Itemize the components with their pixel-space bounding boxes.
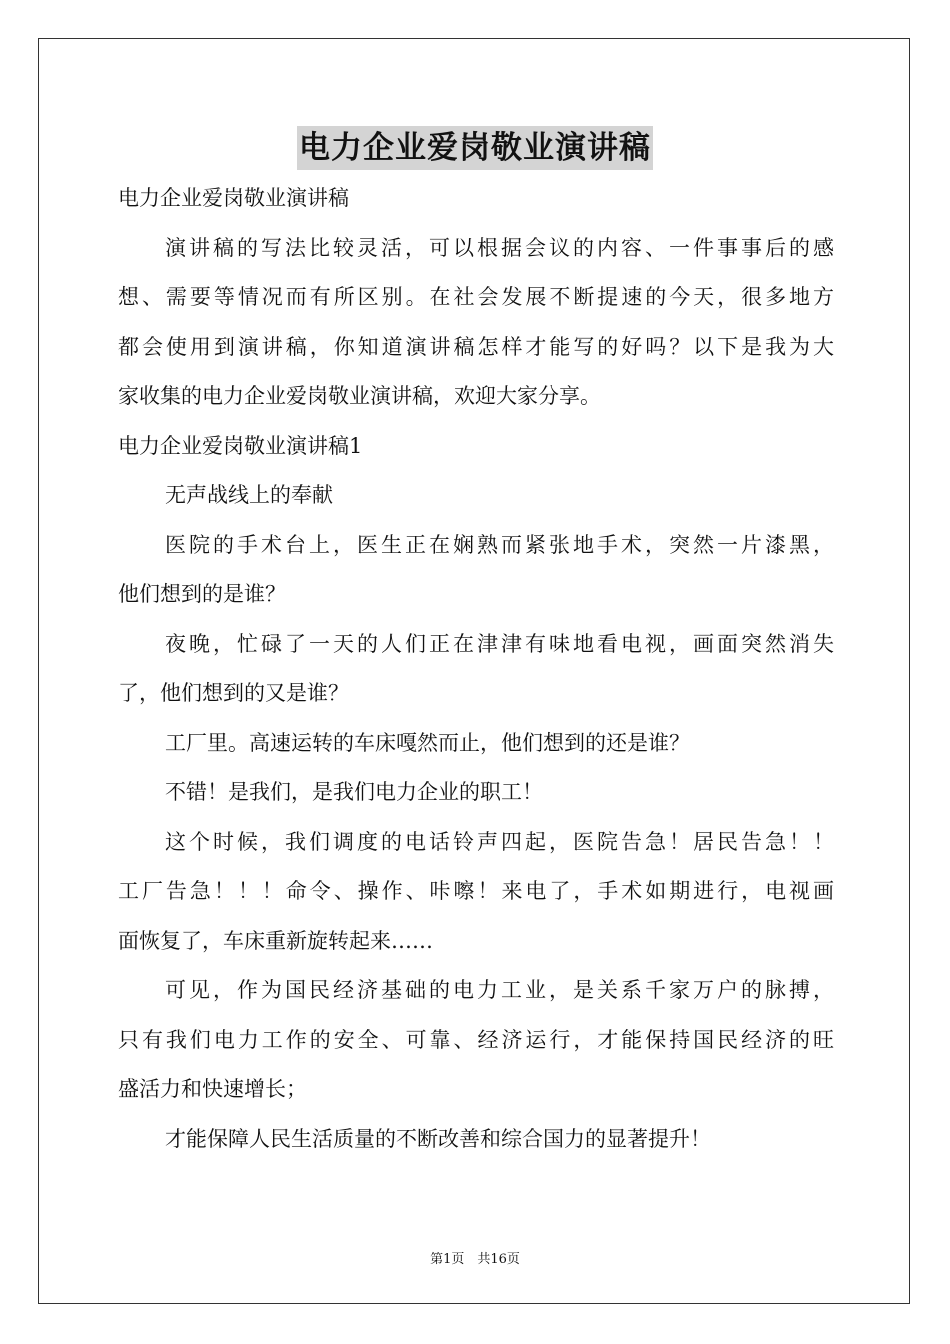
- text-line: 只有我们电力工作的安全、可靠、经济运行，才能保持国民经济的旺: [118, 1027, 834, 1052]
- text-line: 可见，作为国民经济基础的电力工业，是关系千家万户的脉搏，: [165, 978, 834, 1002]
- text-line: 夜晚，忙碌了一天的人们正在津津有味地看电视，画面突然消失: [165, 631, 834, 656]
- text-line: 想、需要等情况而有所区别。在社会发展不断提速的今天，很多地方: [118, 285, 834, 309]
- text-line: 不错！是我们，是我们电力企业的职工！: [165, 780, 543, 804]
- text-line: 工厂里。高速运转的车床嘎然而止，他们想到的还是谁？: [165, 730, 690, 755]
- text-line: 才能保障人民生活质量的不断改善和综合国力的显著提升！: [165, 1126, 711, 1151]
- text-line: 演讲稿的写法比较灵活，可以根据会议的内容、一件事事后的感: [165, 235, 834, 260]
- text-line: 无声战线上的奉献: [165, 483, 333, 507]
- document-title: 电力企业爱岗敬业演讲稿: [297, 126, 653, 170]
- text-line: 盛活力和快速增长；: [118, 1077, 307, 1101]
- text-line: 他们想到的是谁？: [118, 582, 286, 606]
- document-body: [118, 174, 834, 1164]
- text-line: 这个时候，我们调度的电话铃声四起，医院告急！居民告急！！: [165, 829, 834, 854]
- text-line: 家收集的电力企业爱岗敬业演讲稿，欢迎大家分享。: [118, 384, 601, 408]
- text-line: 工厂告急！！！命令、操作、咔嚓！来电了，手术如期进行，电视画: [118, 879, 834, 903]
- text-line: 电力企业爱岗敬业演讲稿: [118, 186, 349, 210]
- text-line: 都会使用到演讲稿，你知道演讲稿怎样才能写的好吗？以下是我为大: [118, 334, 834, 359]
- text-line: 了，他们想到的又是谁？: [118, 681, 349, 705]
- text-line: 医院的手术台上，医生正在娴熟而紧张地手术，突然一片漆黑，: [165, 532, 834, 557]
- title-container: [0, 126, 950, 170]
- page-footer: 第1页 共16页: [430, 1252, 520, 1267]
- text-line: 电力企业爱岗敬业演讲稿1: [118, 433, 363, 458]
- text-line: 面恢复了，车床重新旋转起来……: [118, 928, 433, 953]
